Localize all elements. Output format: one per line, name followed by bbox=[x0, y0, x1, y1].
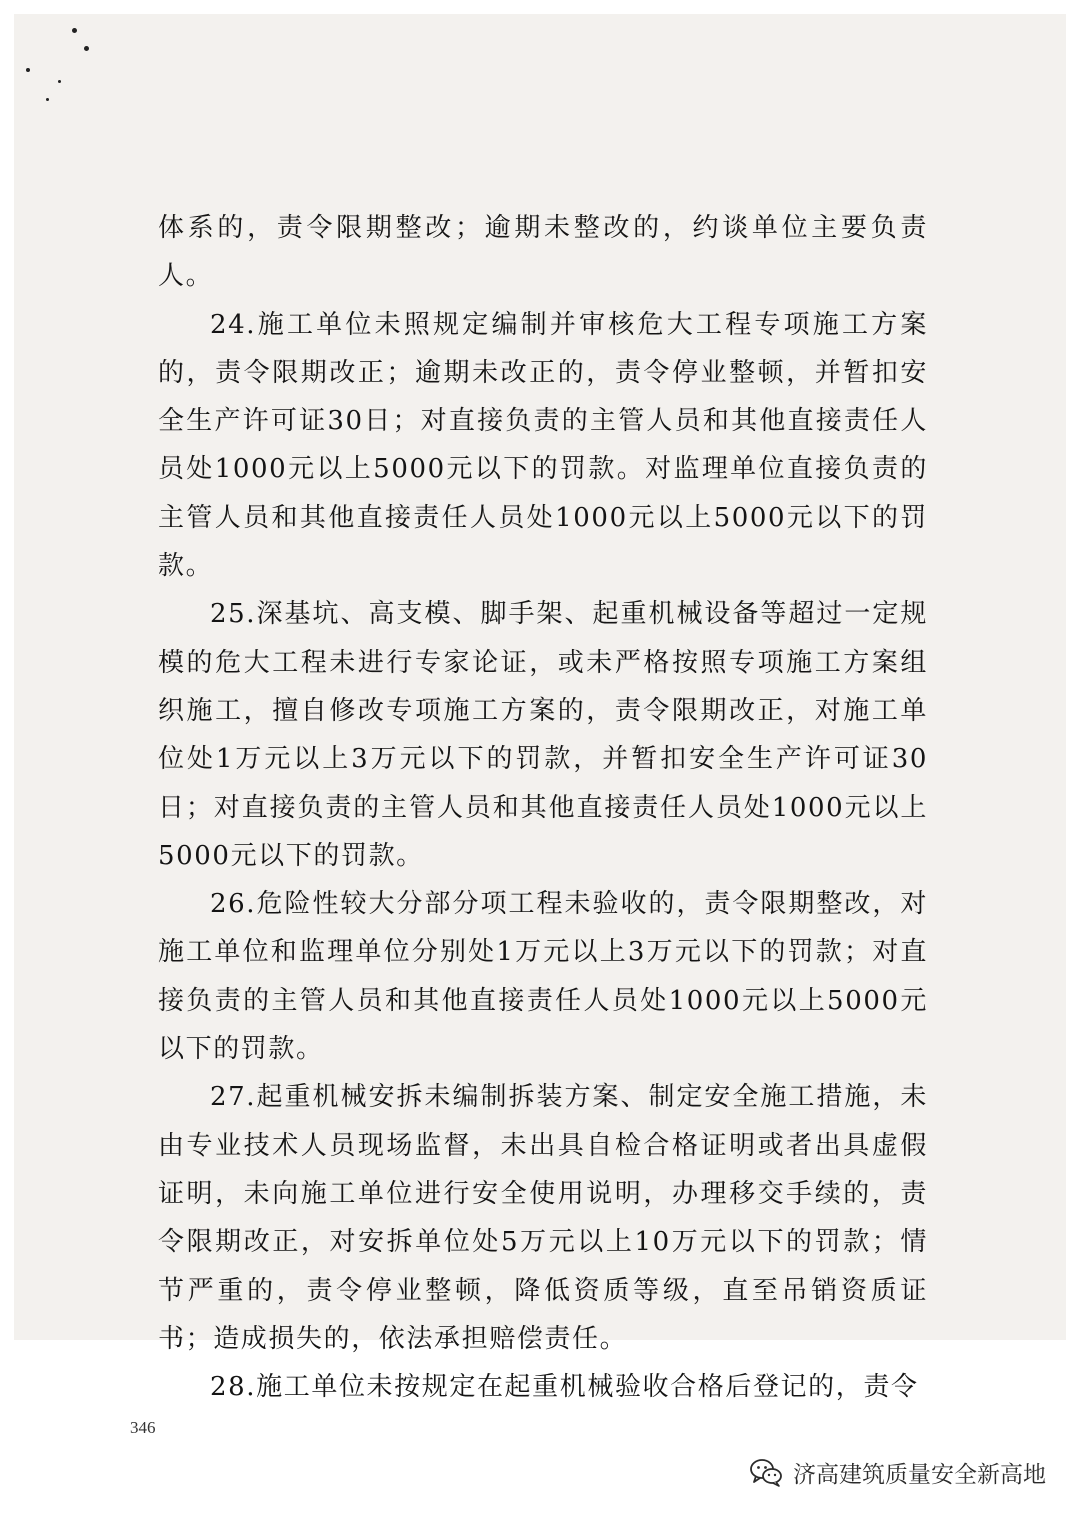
scan-speck bbox=[72, 28, 77, 33]
wechat-icon bbox=[749, 1457, 783, 1487]
wechat-watermark bbox=[749, 1452, 1046, 1492]
scan-speck bbox=[26, 68, 30, 72]
paragraph-continuation: 体系的，责令限期整改；逾期未整改的，约谈单位主要负责人。 bbox=[158, 213, 928, 292]
document-body bbox=[158, 204, 928, 1411]
paragraph-item-25: 25.深基坑、高支模、脚手架、起重机械设备等超过一定规模的危大工程未进行专家论证，或未严格按照专项施工方案组织施工，擅自修改专项施工方案的，责令限期改正，对施工单位处1万元以上3万元以下的罚款，并暂扣安全生产许可证30日；对直接负责的主管人员和其他直接责任人员处1000元以上5000元以下的罚款。 bbox=[158, 599, 928, 871]
scan-speck bbox=[46, 98, 49, 101]
scan-speck bbox=[58, 80, 61, 83]
paragraph-item-26: 26.危险性较大分部分项工程未验收的，责令限期整改，对施工单位和监理单位分别处1万元以上3万元以下的罚款；对直接负责的主管人员和其他直接责任人员处1000元以上5000元以下的罚款。 bbox=[158, 889, 928, 1065]
paragraph-item-24: 24.施工单位未照规定编制并审核危大工程专项施工方案的，责令限期改正；逾期未改正的，责令停业整顿，并暂扣安全生产许可证30日；对直接负责的主管人员和其他直接责任人员处1000元以上5000元以下的罚款。对监理单位直接负责的主管人员和其他直接责任人员处1000元以上5000元以下的罚款。 bbox=[158, 309, 928, 582]
page-number: 346 bbox=[130, 1418, 156, 1437]
paragraph-item-28: 28.施工单位未按规定在起重机械验收合格后登记的，责令 bbox=[210, 1372, 919, 1403]
scan-speck bbox=[84, 46, 89, 51]
paragraph-item-27: 27.起重机械安拆未编制拆装方案、制定安全施工措施，未由专业技术人员现场监督，未出具自检合格证明或者出具虚假证明，未向施工单位进行安全使用说明，办理移交手续的，责令限期改正，对安拆单位处5万元以上10万元以下的罚款；情节严重的，责令停业整顿，降低资质等级，直至吊销资质证书；造成损失的，依法承担赔偿责任。 bbox=[158, 1082, 928, 1354]
account-name: 济高建筑质量安全新高地 bbox=[793, 1461, 1046, 1488]
